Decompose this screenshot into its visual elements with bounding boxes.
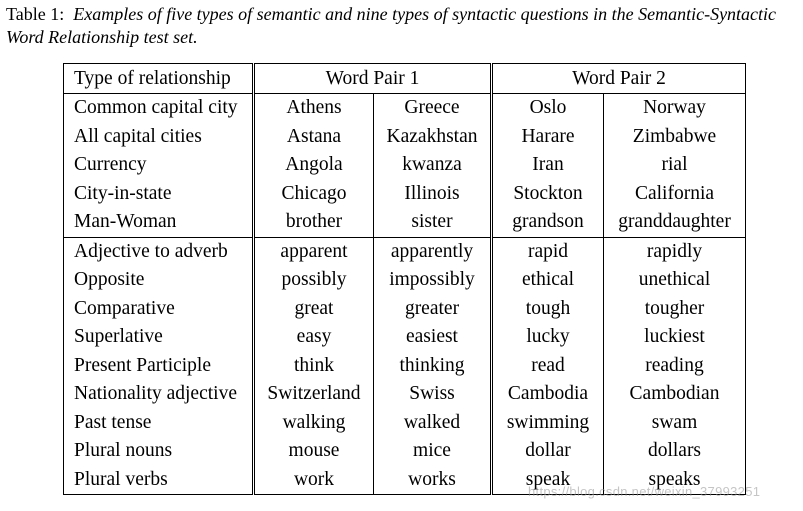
cell-word-pair-1-first: Angola [254, 151, 374, 180]
cell-word-pair-2-first: Oslo [492, 94, 604, 123]
cell-word-pair-1-second: Kazakhstan [374, 123, 492, 152]
word-relationship-table [63, 63, 746, 495]
table-row [64, 237, 746, 266]
syntactic-section [64, 237, 746, 495]
table-row [64, 352, 746, 381]
cell-relationship-type: City-in-state [74, 182, 172, 204]
table-row [64, 409, 746, 438]
cell-word-pair-1-second: Greece [374, 94, 492, 123]
cell-word-pair-1-first: Athens [254, 94, 374, 123]
table-row [64, 266, 746, 295]
header-word-pair-1: Word Pair 1 [254, 64, 492, 94]
cell-word-pair-1-first: walking [254, 409, 374, 438]
cell-relationship-type: Opposite [74, 269, 145, 290]
cell-relationship-type: Plural verbs [74, 468, 168, 490]
cell-word-pair-1-second: greater [374, 295, 492, 324]
cell-word-pair-2-first: ethical [492, 266, 604, 295]
table-row [64, 123, 746, 152]
header-type: Type of relationship [64, 64, 254, 94]
cell-word-pair-1-second: sister [374, 208, 492, 237]
cell-relationship-type: Adjective to adverb [64, 237, 254, 266]
cell-word-pair-2-second: Cambodian [604, 380, 746, 409]
cell-relationship-type: Past tense [74, 411, 152, 433]
cell-word-pair-2-second: rapidly [604, 237, 746, 266]
cell-word-pair-1-second: walked [374, 409, 492, 438]
cell-relationship-type: Nationality adjective [74, 383, 237, 404]
cell-word-pair-1-second: easiest [374, 323, 492, 352]
cell-word-pair-1-first: think [254, 352, 374, 381]
cell-word-pair-1-first: easy [254, 323, 374, 352]
cell-word-pair-1-first: possibly [254, 266, 374, 295]
cell-word-pair-2-second: granddaughter [604, 208, 746, 237]
cell-word-pair-2-first: Iran [492, 151, 604, 180]
cell-word-pair-2-second: speaks [604, 466, 746, 495]
table-row [64, 323, 746, 352]
cell-relationship-type: Comparative [74, 297, 175, 319]
cell-relationship-type: Currency [74, 154, 147, 175]
cell-word-pair-2-second: California [604, 180, 746, 209]
cell-word-pair-2-first: read [492, 352, 604, 381]
cell-word-pair-2-first: dollar [492, 437, 604, 466]
cell-word-pair-2-second: reading [604, 352, 746, 381]
cell-word-pair-2-first: swimming [492, 409, 604, 438]
cell-word-pair-2-second: Norway [604, 94, 746, 123]
cell-word-pair-1-second: works [374, 466, 492, 495]
cell-word-pair-2-second: tougher [604, 295, 746, 324]
cell-word-pair-2-second: swam [604, 409, 746, 438]
cell-word-pair-1-first: apparent [254, 237, 374, 266]
table-row [64, 208, 746, 237]
cell-word-pair-2-second: Zimbabwe [604, 123, 746, 152]
cell-word-pair-2-first: Cambodia [492, 380, 604, 409]
cell-word-pair-1-first: mouse [254, 437, 374, 466]
table-caption [6, 3, 796, 49]
table-row [64, 180, 746, 209]
header-row [64, 64, 746, 94]
cell-word-pair-2-first: lucky [492, 323, 604, 352]
cell-word-pair-1-second: mice [374, 437, 492, 466]
table-row [64, 94, 746, 123]
cell-word-pair-1-second: Swiss [374, 380, 492, 409]
cell-word-pair-2-first: Harare [492, 123, 604, 152]
cell-word-pair-2-first: speak [492, 466, 604, 495]
watermark: https://blog.csdn.net/weixin_37993251 [528, 484, 761, 499]
semantic-section [64, 94, 746, 238]
cell-word-pair-1-first: Astana [254, 123, 374, 152]
caption-text: Examples of five types of semantic and nine types of syntactic questions in the Semantic-Syntactic Word Relationship test set. [6, 4, 777, 47]
header-word-pair-2: Word Pair 2 [492, 64, 746, 94]
cell-word-pair-1-second: Illinois [374, 180, 492, 209]
cell-relationship-type: Common capital city [74, 97, 238, 118]
cell-relationship-type: All capital cities [74, 125, 202, 147]
cell-word-pair-2-second: dollars [604, 437, 746, 466]
table-row [64, 295, 746, 324]
cell-word-pair-2-second: luckiest [604, 323, 746, 352]
cell-word-pair-1-second: impossibly [374, 266, 492, 295]
cell-word-pair-1-second: thinking [374, 352, 492, 381]
cell-word-pair-1-second: kwanza [374, 151, 492, 180]
cell-word-pair-1-first: brother [254, 208, 374, 237]
table-row [64, 151, 746, 180]
cell-relationship-type: Man-Woman [74, 211, 177, 232]
cell-word-pair-1-first: Switzerland [254, 380, 374, 409]
cell-word-pair-2-second: unethical [604, 266, 746, 295]
cell-relationship-type: Superlative [74, 326, 163, 347]
cell-word-pair-2-second: rial [604, 151, 746, 180]
cell-relationship-type: Present Participle [74, 354, 212, 376]
table-row [64, 437, 746, 466]
cell-word-pair-2-first: rapid [492, 237, 604, 266]
caption-label: Table 1: [6, 4, 65, 24]
cell-word-pair-1-second: apparently [374, 237, 492, 266]
cell-word-pair-1-first: great [254, 295, 374, 324]
cell-word-pair-2-first: grandson [492, 208, 604, 237]
cell-word-pair-1-first: work [254, 466, 374, 495]
cell-word-pair-2-first: Stockton [492, 180, 604, 209]
cell-word-pair-2-first: tough [492, 295, 604, 324]
table-row [64, 380, 746, 409]
cell-word-pair-1-first: Chicago [254, 180, 374, 209]
cell-relationship-type: Plural nouns [74, 440, 173, 461]
